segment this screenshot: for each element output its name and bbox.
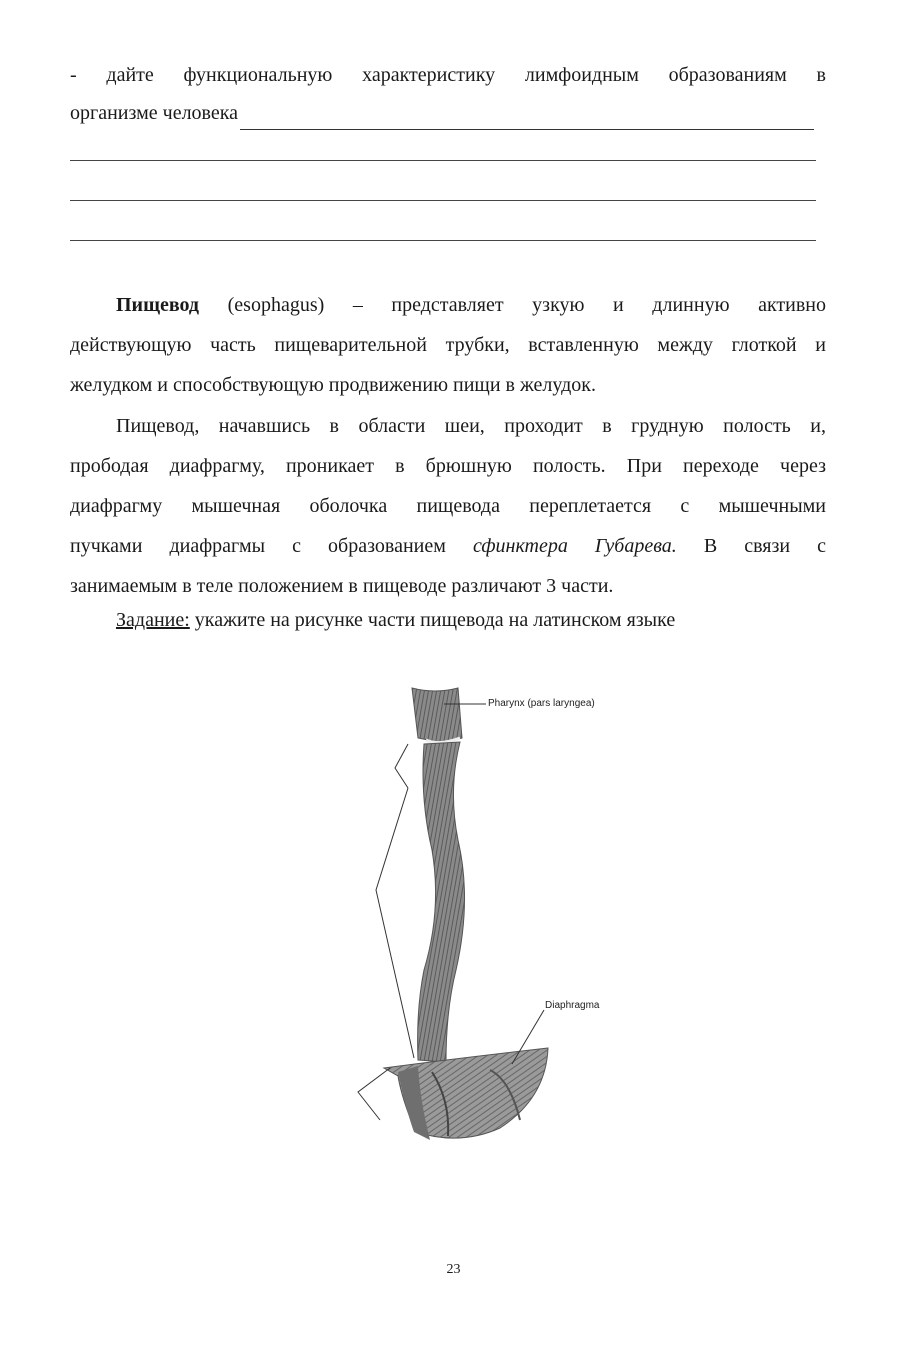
task-instruction — [116, 600, 675, 640]
question-line-2 — [70, 96, 814, 130]
paragraph-esophagus-intro — [70, 285, 826, 405]
answer-line-4[interactable] — [70, 240, 816, 241]
term-esophagus: Пищевод — [116, 294, 200, 316]
esophagus-illustration — [340, 680, 660, 1150]
paragraph1-line2: действующую часть пищеварительной трубки, вставленную между глоткой и — [70, 334, 826, 356]
paragraph2-line2: прободая диафрагму, проникает в брюшную полость. При переходе через — [70, 455, 826, 477]
answer-blank-1[interactable] — [240, 105, 814, 130]
paragraph2-line3: диафрагму мышечная оболочка пищевода переплетается с мышечными — [70, 495, 826, 517]
paragraph1-line1: Пищевод (esophagus) – представляет узкую и длинную активно — [116, 294, 826, 316]
esophagus-tube — [418, 742, 465, 1062]
bracket-part-cervical — [395, 744, 408, 788]
paragraph1-line3: желудком и способствующую продвижению пищи в желудок. — [70, 374, 597, 396]
answer-line-2[interactable] — [70, 160, 816, 161]
task-label: Задание: — [116, 609, 190, 631]
question-line-2-text: организме человека — [70, 102, 239, 124]
page-number: 23 — [446, 1262, 461, 1277]
task-text: укажите на рисунке части пищевода на латинском языке — [189, 609, 676, 631]
question-line-1: - дайте функциональную характеристику лимфоидным образованиям в — [70, 64, 826, 86]
label-pharynx: Pharynx (pars laryngea) — [488, 698, 595, 709]
paragraph2-line4: пучками диафрагмы с образованием сфинктера Губарева. В связи с — [70, 535, 826, 557]
esophagus-figure — [340, 680, 660, 1150]
answer-line-3[interactable] — [70, 200, 816, 201]
pharynx-shape — [412, 688, 462, 743]
sphincter-term: сфинктера Губарева. — [472, 535, 677, 557]
paragraph2-line1: Пищевод, начавшись в области шеи, проходит в грудную полость и, — [116, 415, 826, 437]
paragraph2-line5: занимаемым в теле положением в пищеводе различают 3 части. — [70, 575, 614, 597]
bracket-part-abdominal — [358, 1068, 390, 1120]
label-diaphragm: Diaphragma — [545, 1000, 600, 1011]
paragraph-esophagus-course — [70, 406, 826, 606]
bracket-part-thoracic — [376, 788, 414, 1058]
